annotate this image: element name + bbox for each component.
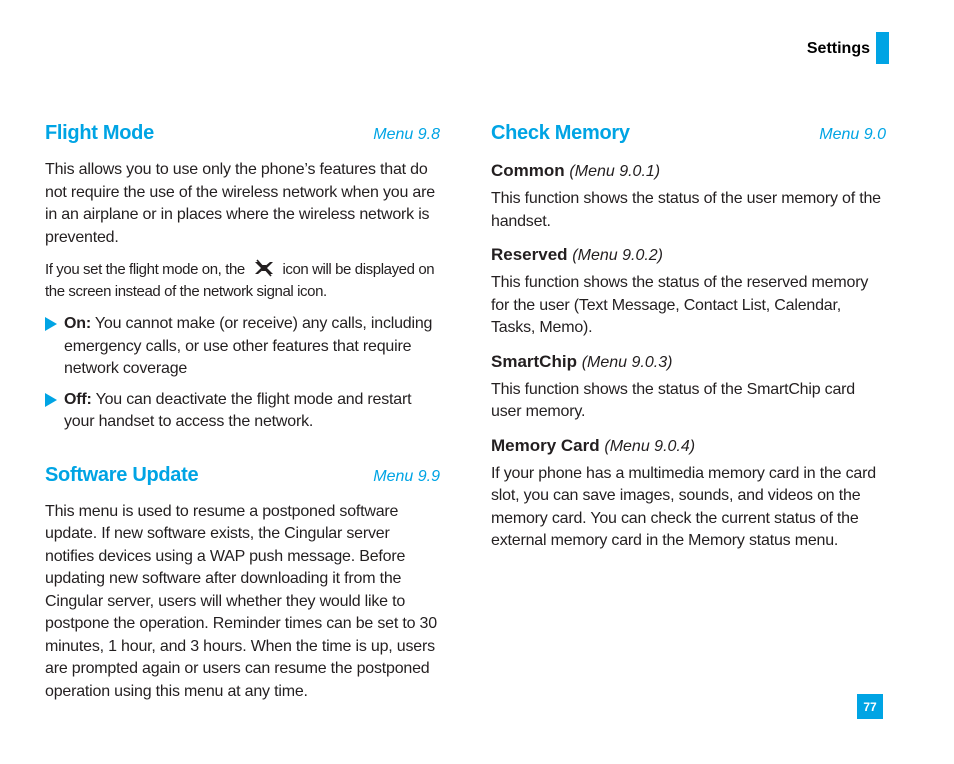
- airplane-icon: [253, 259, 275, 277]
- software-update-menu-ref: Menu 9.9: [373, 467, 440, 485]
- flight-mode-menu-ref: Menu 9.8: [373, 126, 440, 143]
- bullet-on-text: You cannot make (or receive) any calls, including emergency calls, or use other features that require network coverage: [64, 315, 433, 377]
- smartchip-menu-ref: (Menu 9.0.3): [581, 353, 673, 371]
- check-memory-title: Check Memory: [491, 122, 630, 144]
- memory-card-menu-ref: (Menu 9.0.4): [604, 437, 696, 455]
- flight-mode-note: [45, 259, 440, 303]
- flight-mode-bullet-off: [45, 389, 440, 434]
- bullet-off-text: You can deactivate the flight mode and restart your handset to access the network.: [64, 390, 412, 430]
- check-memory-menu-ref: Menu 9.0: [819, 126, 886, 143]
- header-section-label: Settings: [806, 40, 870, 57]
- page-number: 77: [857, 694, 883, 719]
- check-memory-heading: [491, 122, 886, 145]
- flight-mode-intro: This allows you to use only the phone’s features that do not require the use of the wireless network when you are in an airplane or in places where the wireless network is prevented.: [45, 161, 435, 246]
- memory-card-heading: [491, 434, 886, 459]
- right-column: [491, 122, 886, 563]
- reserved-body: This function shows the status of the reserved memory for the user (Text Message, Contact List, Calendar, Tasks, Memo).: [491, 274, 869, 336]
- software-update-title: Software Update: [45, 463, 199, 486]
- smartchip-body: This function shows the status of the SmartChip card user memory.: [491, 380, 855, 420]
- reserved-heading: [491, 243, 886, 268]
- memory-card-title: Memory Card: [491, 435, 600, 455]
- flight-mode-bullet-on: [45, 313, 440, 381]
- software-update-body: This menu is used to resume a postponed software update. If new software exists, the Cingular server notifies devices using a WAP push message. Before updating new software after downloading it from the Cingular server, users will whether they would like to postpone the operation. Reminder times can be set to 30 minutes, 1 hour, and 3 hours. When the time is up, users are prompted again or users can resume the postponed operation using this menu at any time.: [45, 502, 437, 700]
- flight-mode-title: Flight Mode: [45, 122, 154, 144]
- triangle-bullet-icon: [45, 313, 64, 335]
- reserved-title: Reserved: [491, 245, 568, 264]
- common-title: Common: [491, 161, 565, 180]
- triangle-bullet-icon: [45, 389, 64, 411]
- common-body: This function shows the status of the user memory of the handset.: [491, 190, 881, 230]
- reserved-menu-ref: (Menu 9.0.2): [572, 247, 664, 264]
- common-heading: [491, 159, 886, 184]
- bullet-off-label: Off:: [64, 390, 92, 408]
- bullet-on-label: On:: [64, 315, 91, 332]
- flight-mode-heading: [45, 122, 440, 145]
- smartchip-heading: [491, 350, 886, 375]
- memory-card-body: If your phone has a multimedia memory card in the card slot, you can save images, sounds, and videos on the memory card. You can check the current status of the external memory card in the Memory status menu.: [491, 464, 876, 549]
- flight-mode-note-before: If you set the flight mode on, the: [45, 261, 245, 278]
- flight-mode-note-after: icon will be displayed on the screen instead of the network signal icon.: [45, 261, 435, 300]
- common-menu-ref: (Menu 9.0.1): [569, 163, 661, 180]
- left-column: [45, 122, 440, 713]
- smartchip-title: SmartChip: [491, 351, 577, 371]
- header-accent-bar: [876, 32, 889, 64]
- software-update-heading: [45, 464, 440, 487]
